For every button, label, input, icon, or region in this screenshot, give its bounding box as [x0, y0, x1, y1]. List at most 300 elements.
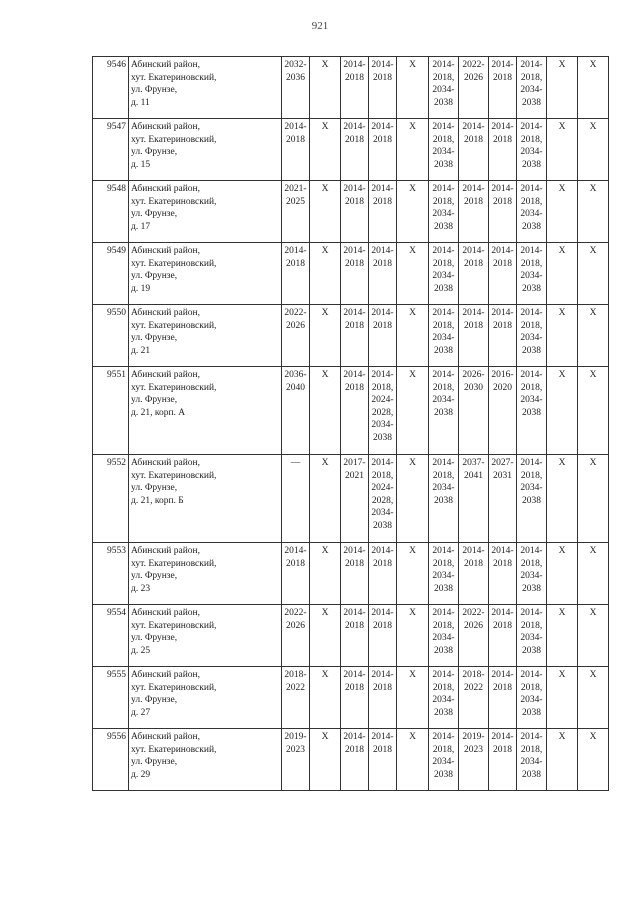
not-applicable-cell — [397, 57, 429, 119]
period-cell — [517, 305, 547, 367]
cell-line: X — [558, 670, 566, 680]
cell-line: 2018, — [432, 320, 455, 331]
cell-line: 2014- — [343, 608, 366, 618]
cell-line: 2038 — [373, 432, 392, 443]
cell-line: 2014- — [491, 246, 514, 256]
cell-line: 2014- — [432, 670, 455, 680]
period-cell — [429, 729, 459, 791]
cell-line: 2026 — [286, 620, 305, 631]
cell-line: 2018 — [373, 134, 392, 145]
cell-line: 2038 — [434, 283, 453, 294]
cell-line: X — [321, 122, 329, 132]
cell-line: 2014- — [371, 122, 394, 132]
cell-line: 2014- — [520, 184, 543, 194]
cell-line: X — [589, 308, 597, 318]
cell-line: 2014- — [491, 184, 514, 194]
not-applicable-cell — [547, 605, 578, 667]
address-line: Абинский район, — [131, 246, 201, 256]
address-cell — [129, 57, 282, 119]
cell-line: X — [589, 184, 597, 194]
period-cell — [489, 605, 517, 667]
cell-line: 2018, — [371, 382, 394, 393]
cell-line: X — [409, 732, 416, 742]
cell-line: 2018 — [464, 258, 483, 269]
cell-line: 2038 — [434, 583, 453, 594]
cell-line: 2026 — [464, 72, 483, 83]
cell-line: 2018- — [284, 670, 307, 680]
cell-line: 2018 — [345, 558, 364, 569]
cell-line: 2018, — [432, 682, 455, 693]
period-cell — [341, 367, 369, 455]
cell-line: 2014- — [520, 122, 543, 132]
period-cell — [282, 119, 310, 181]
cell-line: 2018, — [371, 470, 394, 481]
period-cell — [459, 729, 489, 791]
address-line: ул. Фрунзе, — [131, 209, 178, 219]
cell-line: 2014- — [491, 60, 514, 70]
cell-line: X — [589, 732, 597, 742]
not-applicable-cell — [310, 605, 341, 667]
period-cell — [517, 605, 547, 667]
address-line: Абинский район, — [131, 122, 201, 132]
cell-line: 2014- — [371, 370, 394, 380]
period-cell — [429, 367, 459, 455]
cell-line: 2022- — [284, 608, 307, 618]
row-number: 9555 — [93, 667, 129, 729]
cell-line: 2014- — [432, 732, 455, 742]
cell-line: X — [558, 608, 566, 618]
cell-line: 2014- — [520, 546, 543, 556]
cell-line: 2034- — [432, 633, 455, 643]
cell-line: 2018, — [432, 134, 455, 145]
cell-line: 2014- — [284, 546, 307, 556]
cell-line: 2018 — [345, 72, 364, 83]
cell-line: 2014- — [520, 458, 543, 468]
cell-line: X — [321, 670, 329, 680]
address-line: Абинский район, — [131, 670, 201, 680]
cell-line: 2014- — [520, 308, 543, 318]
period-cell — [489, 119, 517, 181]
cell-line: 2014- — [371, 608, 394, 618]
cell-line: 2014- — [432, 60, 455, 70]
cell-line: 2018, — [520, 72, 543, 83]
cell-line: 2022- — [462, 608, 485, 618]
table-row — [93, 729, 609, 791]
cell-line: 2014- — [432, 308, 455, 318]
period-cell — [369, 243, 397, 305]
cell-line: 2018, — [520, 320, 543, 331]
cell-line: X — [321, 184, 329, 194]
cell-line: 2014- — [343, 370, 366, 380]
period-cell — [429, 455, 459, 543]
period-cell — [517, 119, 547, 181]
cell-line: 2024- — [371, 483, 394, 493]
cell-line: 2028, — [371, 407, 394, 418]
cell-line: X — [558, 308, 566, 318]
period-cell — [459, 243, 489, 305]
row-number: 9547 — [93, 119, 129, 181]
period-cell — [489, 305, 517, 367]
cell-line: 2018 — [286, 558, 305, 569]
cell-line: X — [589, 60, 597, 70]
period-cell — [341, 181, 369, 243]
cell-line: 2041 — [464, 470, 483, 481]
cell-line: X — [409, 546, 416, 556]
cell-line: X — [589, 670, 597, 680]
address-cell — [129, 119, 282, 181]
address-line: ул. Фрунзе, — [131, 271, 178, 281]
cell-line: 2018, — [432, 196, 455, 207]
cell-line: 2038 — [522, 221, 541, 232]
period-cell — [341, 667, 369, 729]
table-row — [93, 455, 609, 543]
cell-line: 2038 — [522, 407, 541, 418]
table-row — [93, 119, 609, 181]
cell-line: 2018 — [493, 744, 512, 755]
address-cell — [129, 667, 282, 729]
cell-line: X — [409, 370, 416, 380]
row-number: 9552 — [93, 455, 129, 543]
address-cell — [129, 305, 282, 367]
address-line: Абинский район, — [131, 458, 201, 468]
cell-line: X — [558, 370, 566, 380]
cell-line: 2014- — [491, 546, 514, 556]
cell-line: 2023 — [286, 744, 305, 755]
cell-line: 2031 — [493, 470, 512, 481]
address-line: хут. Екатериновский, — [131, 744, 217, 755]
cell-line: X — [558, 458, 566, 468]
period-cell — [341, 543, 369, 605]
not-applicable-cell — [397, 729, 429, 791]
cell-line: 2014- — [491, 122, 514, 132]
row-number: 9549 — [93, 243, 129, 305]
not-applicable-cell — [397, 543, 429, 605]
cell-line: X — [321, 246, 329, 256]
cell-line: 2014- — [343, 546, 366, 556]
address-line: д. 17 — [131, 221, 151, 232]
period-cell — [282, 605, 310, 667]
address-cell — [129, 181, 282, 243]
period-cell — [459, 305, 489, 367]
cell-line: X — [321, 370, 329, 380]
address-line: д. 21, корп. Б — [131, 495, 184, 506]
period-cell — [517, 367, 547, 455]
cell-line: X — [409, 670, 416, 680]
cell-line: X — [589, 546, 597, 556]
table-row — [93, 367, 609, 455]
cell-line: 2014- — [520, 670, 543, 680]
not-applicable-cell — [547, 667, 578, 729]
period-cell — [459, 667, 489, 729]
address-line: Абинский район, — [131, 308, 201, 318]
cell-line: 2038 — [522, 159, 541, 170]
period-cell — [341, 729, 369, 791]
cell-line: 2018 — [286, 258, 305, 269]
not-applicable-cell — [547, 455, 578, 543]
cell-line: 2014- — [284, 122, 307, 132]
cell-line: 2034- — [371, 420, 394, 430]
cell-line: 2030 — [464, 382, 483, 393]
cell-line: 2038 — [373, 520, 392, 531]
cell-line: 2014- — [462, 546, 485, 556]
period-cell — [369, 543, 397, 605]
cell-line: X — [589, 246, 597, 256]
period-cell — [341, 119, 369, 181]
cell-line: 2038 — [434, 97, 453, 108]
row-number: 9550 — [93, 305, 129, 367]
cell-line: 2014- — [491, 732, 514, 742]
not-applicable-cell — [547, 305, 578, 367]
address-line: ул. Фрунзе, — [131, 633, 178, 643]
cell-line: 2014- — [432, 184, 455, 194]
cell-line: 2014- — [520, 246, 543, 256]
not-applicable-cell — [397, 243, 429, 305]
address-line: хут. Екатериновский, — [131, 620, 217, 631]
address-cell — [129, 729, 282, 791]
cell-line: 2018 — [345, 682, 364, 693]
cell-line: 2022 — [286, 682, 305, 693]
cell-line: 2034- — [520, 571, 543, 581]
cell-line: X — [589, 608, 597, 618]
address-line: д. 11 — [131, 97, 150, 108]
not-applicable-cell — [397, 455, 429, 543]
address-line: хут. Екатериновский, — [131, 320, 217, 331]
period-cell — [517, 243, 547, 305]
cell-line: 2034- — [520, 757, 543, 767]
cell-line: 2018 — [373, 72, 392, 83]
address-line: д. 29 — [131, 769, 151, 780]
address-line: Абинский район, — [131, 370, 201, 380]
cell-line: 2018 — [286, 134, 305, 145]
address-line: хут. Екатериновский, — [131, 196, 217, 207]
address-line: ул. Фрунзе, — [131, 147, 178, 157]
period-cell — [429, 667, 459, 729]
cell-line: 2040 — [286, 382, 305, 393]
not-applicable-cell — [310, 367, 341, 455]
address-line: хут. Екатериновский, — [131, 258, 217, 269]
cell-line: 2014- — [432, 546, 455, 556]
cell-line: 2018, — [520, 470, 543, 481]
not-applicable-cell — [578, 543, 609, 605]
cell-line: X — [558, 60, 566, 70]
cell-line: 2038 — [434, 645, 453, 656]
cell-line: 2018 — [345, 196, 364, 207]
cell-line: X — [321, 60, 329, 70]
cell-line: 2037- — [462, 458, 485, 468]
cell-line: 2018, — [432, 382, 455, 393]
cell-line: 2018 — [464, 320, 483, 331]
period-cell — [429, 543, 459, 605]
cell-line: X — [409, 60, 416, 70]
cell-line: 2038 — [434, 345, 453, 356]
cell-line: 2018 — [373, 558, 392, 569]
table-row — [93, 57, 609, 119]
not-applicable-cell — [310, 243, 341, 305]
not-applicable-cell — [397, 119, 429, 181]
period-cell — [489, 181, 517, 243]
cell-line: 2018 — [345, 134, 364, 145]
not-applicable-cell — [397, 667, 429, 729]
cell-line: 2034- — [432, 209, 455, 219]
cell-line: 2022 — [464, 682, 483, 693]
cell-line: 2018 — [373, 196, 392, 207]
not-applicable-cell — [578, 181, 609, 243]
cell-line: 2014- — [432, 122, 455, 132]
cell-line: 2034- — [432, 147, 455, 157]
period-cell — [429, 181, 459, 243]
cell-line: 2034- — [432, 695, 455, 705]
cell-line: 2018 — [464, 558, 483, 569]
cell-line: 2018, — [520, 558, 543, 569]
period-cell — [489, 667, 517, 729]
cell-line: 2018, — [432, 620, 455, 631]
address-line: д. 19 — [131, 283, 151, 294]
not-applicable-cell — [578, 605, 609, 667]
cell-line: 2018 — [345, 382, 364, 393]
cell-line: 2038 — [522, 345, 541, 356]
address-cell — [129, 367, 282, 455]
period-cell — [489, 455, 517, 543]
not-applicable-cell — [397, 367, 429, 455]
cell-line: 2038 — [522, 495, 541, 506]
cell-line: X — [409, 458, 416, 468]
cell-line: 2018 — [373, 620, 392, 631]
cell-line: 2018- — [462, 670, 485, 680]
cell-line: X — [558, 546, 566, 556]
address-line: Абинский район, — [131, 608, 201, 618]
period-cell — [282, 543, 310, 605]
cell-line: X — [558, 246, 566, 256]
cell-line: X — [558, 122, 566, 132]
address-line: Абинский район, — [131, 184, 201, 194]
period-cell — [429, 243, 459, 305]
cell-line: 2018, — [432, 258, 455, 269]
address-line: д. 15 — [131, 159, 151, 170]
period-cell — [369, 181, 397, 243]
cell-line: 2018, — [520, 134, 543, 145]
cell-line: 2014- — [462, 246, 485, 256]
cell-line: 2034- — [432, 483, 455, 493]
period-cell — [341, 455, 369, 543]
cell-line: X — [409, 122, 416, 132]
cell-line: 2014- — [371, 184, 394, 194]
cell-line: 2038 — [434, 159, 453, 170]
cell-line: 2018 — [493, 620, 512, 631]
not-applicable-cell — [578, 305, 609, 367]
cell-line: 2034- — [520, 85, 543, 95]
address-line: хут. Екатериновский, — [131, 382, 217, 393]
period-cell — [369, 455, 397, 543]
period-cell — [369, 729, 397, 791]
cell-line: X — [589, 370, 597, 380]
period-cell — [282, 367, 310, 455]
cell-line: 2034- — [432, 571, 455, 581]
cell-line: 2017- — [343, 458, 366, 468]
cell-line: 2018, — [520, 682, 543, 693]
cell-line: 2018 — [464, 196, 483, 207]
cell-line: 2038 — [434, 407, 453, 418]
cell-line: 2038 — [434, 495, 453, 506]
cell-line: 2034- — [520, 333, 543, 343]
not-applicable-cell — [310, 729, 341, 791]
table-row — [93, 305, 609, 367]
cell-line: 2018 — [493, 258, 512, 269]
address-line: Абинский район, — [131, 60, 201, 70]
period-cell — [459, 605, 489, 667]
cell-line: X — [409, 608, 416, 618]
cell-line: 2038 — [522, 707, 541, 718]
cell-line: 2014- — [371, 732, 394, 742]
not-applicable-cell — [310, 667, 341, 729]
cell-line: 2024- — [371, 395, 394, 405]
not-applicable-cell — [578, 729, 609, 791]
cell-line: 2038 — [434, 221, 453, 232]
cell-line: 2027- — [491, 458, 514, 468]
cell-line: 2018, — [432, 72, 455, 83]
period-cell — [282, 181, 310, 243]
period-cell — [489, 729, 517, 791]
cell-line: 2028, — [371, 495, 394, 506]
address-line: хут. Екатериновский, — [131, 558, 217, 569]
period-cell — [517, 543, 547, 605]
cell-line: 2014- — [284, 246, 307, 256]
cell-line: 2026 — [286, 320, 305, 331]
table-row — [93, 543, 609, 605]
address-line: ул. Фрунзе, — [131, 695, 178, 705]
address-line: хут. Екатериновский, — [131, 470, 217, 481]
cell-line: X — [321, 308, 329, 318]
not-applicable-cell — [547, 543, 578, 605]
cell-line: 2014- — [343, 308, 366, 318]
cell-line: 2038 — [434, 707, 453, 718]
cell-line: 2014- — [343, 246, 366, 256]
period-cell — [459, 455, 489, 543]
address-cell — [129, 455, 282, 543]
period-cell — [369, 605, 397, 667]
cell-line: 2018 — [493, 682, 512, 693]
cell-line: 2014- — [371, 60, 394, 70]
cell-line: 2019- — [462, 732, 485, 742]
cell-line: 2038 — [522, 97, 541, 108]
cell-line: 2014- — [371, 546, 394, 556]
period-cell — [429, 119, 459, 181]
not-applicable-cell — [578, 57, 609, 119]
cell-line: 2014- — [343, 184, 366, 194]
address-line: д. 21, корп. А — [131, 407, 186, 418]
cell-line: 2018, — [432, 744, 455, 755]
period-cell — [282, 729, 310, 791]
cell-line: 2014- — [371, 458, 394, 468]
not-applicable-cell — [547, 181, 578, 243]
period-cell — [489, 57, 517, 119]
cell-line: 2014- — [520, 732, 543, 742]
cell-line: 2018, — [520, 382, 543, 393]
cell-line: 2038 — [522, 645, 541, 656]
address-line: ул. Фрунзе, — [131, 85, 178, 95]
cell-line: 2034- — [432, 395, 455, 405]
cell-line: 2014- — [462, 184, 485, 194]
period-cell — [369, 119, 397, 181]
cell-line: 2014- — [343, 60, 366, 70]
cell-line: 2014- — [432, 608, 455, 618]
cell-line: 2014- — [371, 670, 394, 680]
cell-line: 2038 — [434, 769, 453, 780]
cell-line: 2021 — [345, 470, 364, 481]
cell-line: 2018 — [493, 134, 512, 145]
address-cell — [129, 543, 282, 605]
cell-line: 2014- — [462, 308, 485, 318]
cell-line: 2038 — [522, 769, 541, 780]
